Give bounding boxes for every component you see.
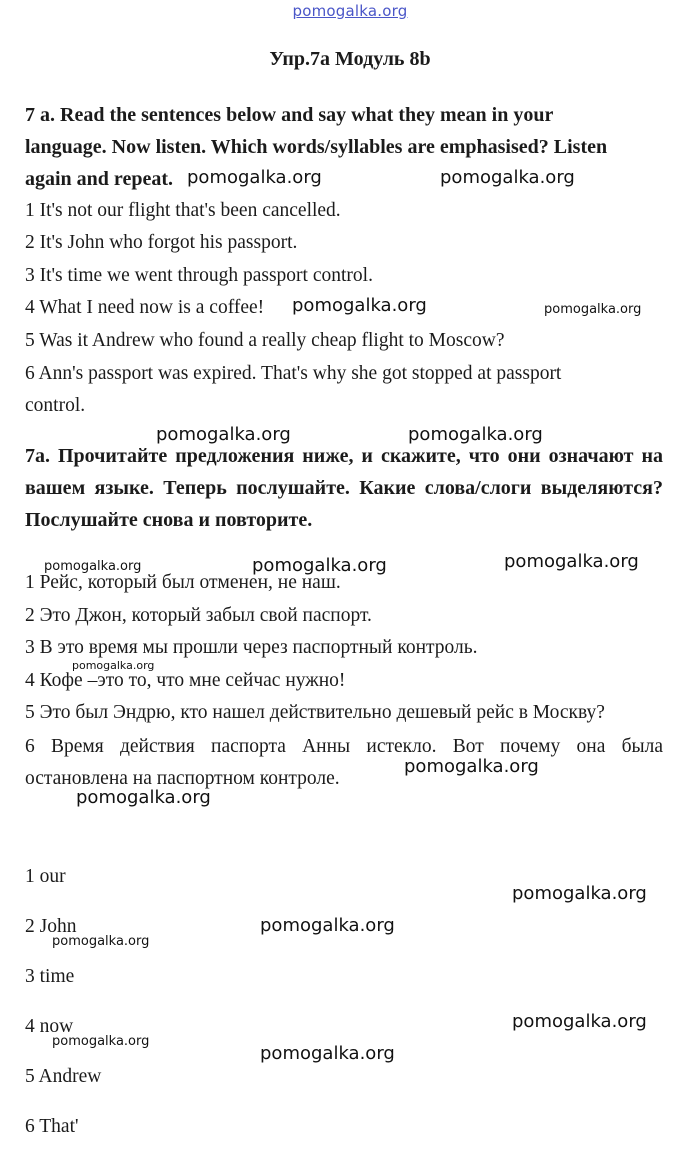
russian-sentence-2: 2 Это Джон, который забыл свой паспорт.: [25, 605, 372, 626]
english-heading-line: 7 a. Read the sentences below and say what they mean in your: [25, 104, 554, 126]
english-sentence-4: 4 What I need now is a coffee!: [25, 297, 265, 318]
watermark: pomogalka.org: [408, 424, 543, 445]
watermark: pomogalka.org: [72, 659, 155, 672]
page-title: Упр.7а Модуль 8b: [269, 48, 431, 70]
watermark: pomogalka.org: [544, 302, 642, 317]
watermark: pomogalka.org: [52, 934, 150, 949]
english-heading-line: language. Now listen. Which words/syllables are emphasised? Listen: [25, 136, 608, 158]
russian-sentence-1: 1 Рейс, который был отменен, не наш.: [25, 572, 341, 593]
watermark: pomogalka.org: [404, 756, 539, 777]
top-watermark-link[interactable]: pomogalka.org: [292, 2, 408, 20]
english-heading-line: again and repeat.: [25, 168, 173, 190]
watermark: pomogalka.org: [260, 1043, 395, 1064]
watermark: pomogalka.org: [187, 167, 322, 188]
russian-sentence-6: 6 Время действия паспорта Анны истекло. Вот почему она была остановлена на паспортном контроле.: [25, 736, 663, 789]
watermark: pomogalka.org: [252, 555, 387, 576]
answer-3: 3 time: [25, 966, 75, 987]
english-sentence-5: 5 Was it Andrew who found a really cheap flight to Moscow?: [25, 330, 505, 351]
watermark: pomogalka.org: [156, 424, 291, 445]
watermark: pomogalka.org: [44, 559, 142, 574]
english-sentence-6-cont: control.: [25, 395, 86, 416]
russian-task-heading: 7а. Прочитайте предложения ниже, и скажите, что они означают на вашем языке. Теперь послушайте. Какие слова/слоги выделяются? Послушайте снова и повторите.: [25, 445, 663, 531]
watermark: pomogalka.org: [440, 167, 575, 188]
answer-6: 6 That': [25, 1116, 79, 1137]
russian-sentence-4: 4 Кофе –это то, что мне сейчас нужно!: [25, 670, 346, 691]
answer-2: 2 John: [25, 916, 77, 937]
watermark: pomogalka.org: [292, 295, 427, 316]
watermark: pomogalka.org: [504, 551, 639, 572]
russian-sentence-3: 3 В это время мы прошли через паспортный контроль.: [25, 637, 478, 658]
watermark: pomogalka.org: [260, 915, 395, 936]
answer-1: 1 our: [25, 866, 66, 887]
english-sentence-2: 2 It's John who forgot his passport.: [25, 232, 298, 253]
watermark: pomogalka.org: [512, 883, 647, 904]
english-sentence-3: 3 It's time we went through passport control.: [25, 265, 373, 286]
english-sentence-6: 6 Ann's passport was expired. That's why she got stopped at passport: [25, 363, 562, 384]
watermark: pomogalka.org: [512, 1011, 647, 1032]
watermark: pomogalka.org: [52, 1034, 150, 1049]
answer-4: 4 now: [25, 1016, 74, 1037]
english-sentence-1: 1 It's not our flight that's been cancelled.: [25, 200, 341, 221]
russian-sentence-5: 5 Это был Эндрю, кто нашел действительно дешевый рейс в Москву?: [25, 702, 605, 723]
watermark: pomogalka.org: [76, 787, 211, 808]
answer-5: 5 Andrew: [25, 1066, 102, 1087]
